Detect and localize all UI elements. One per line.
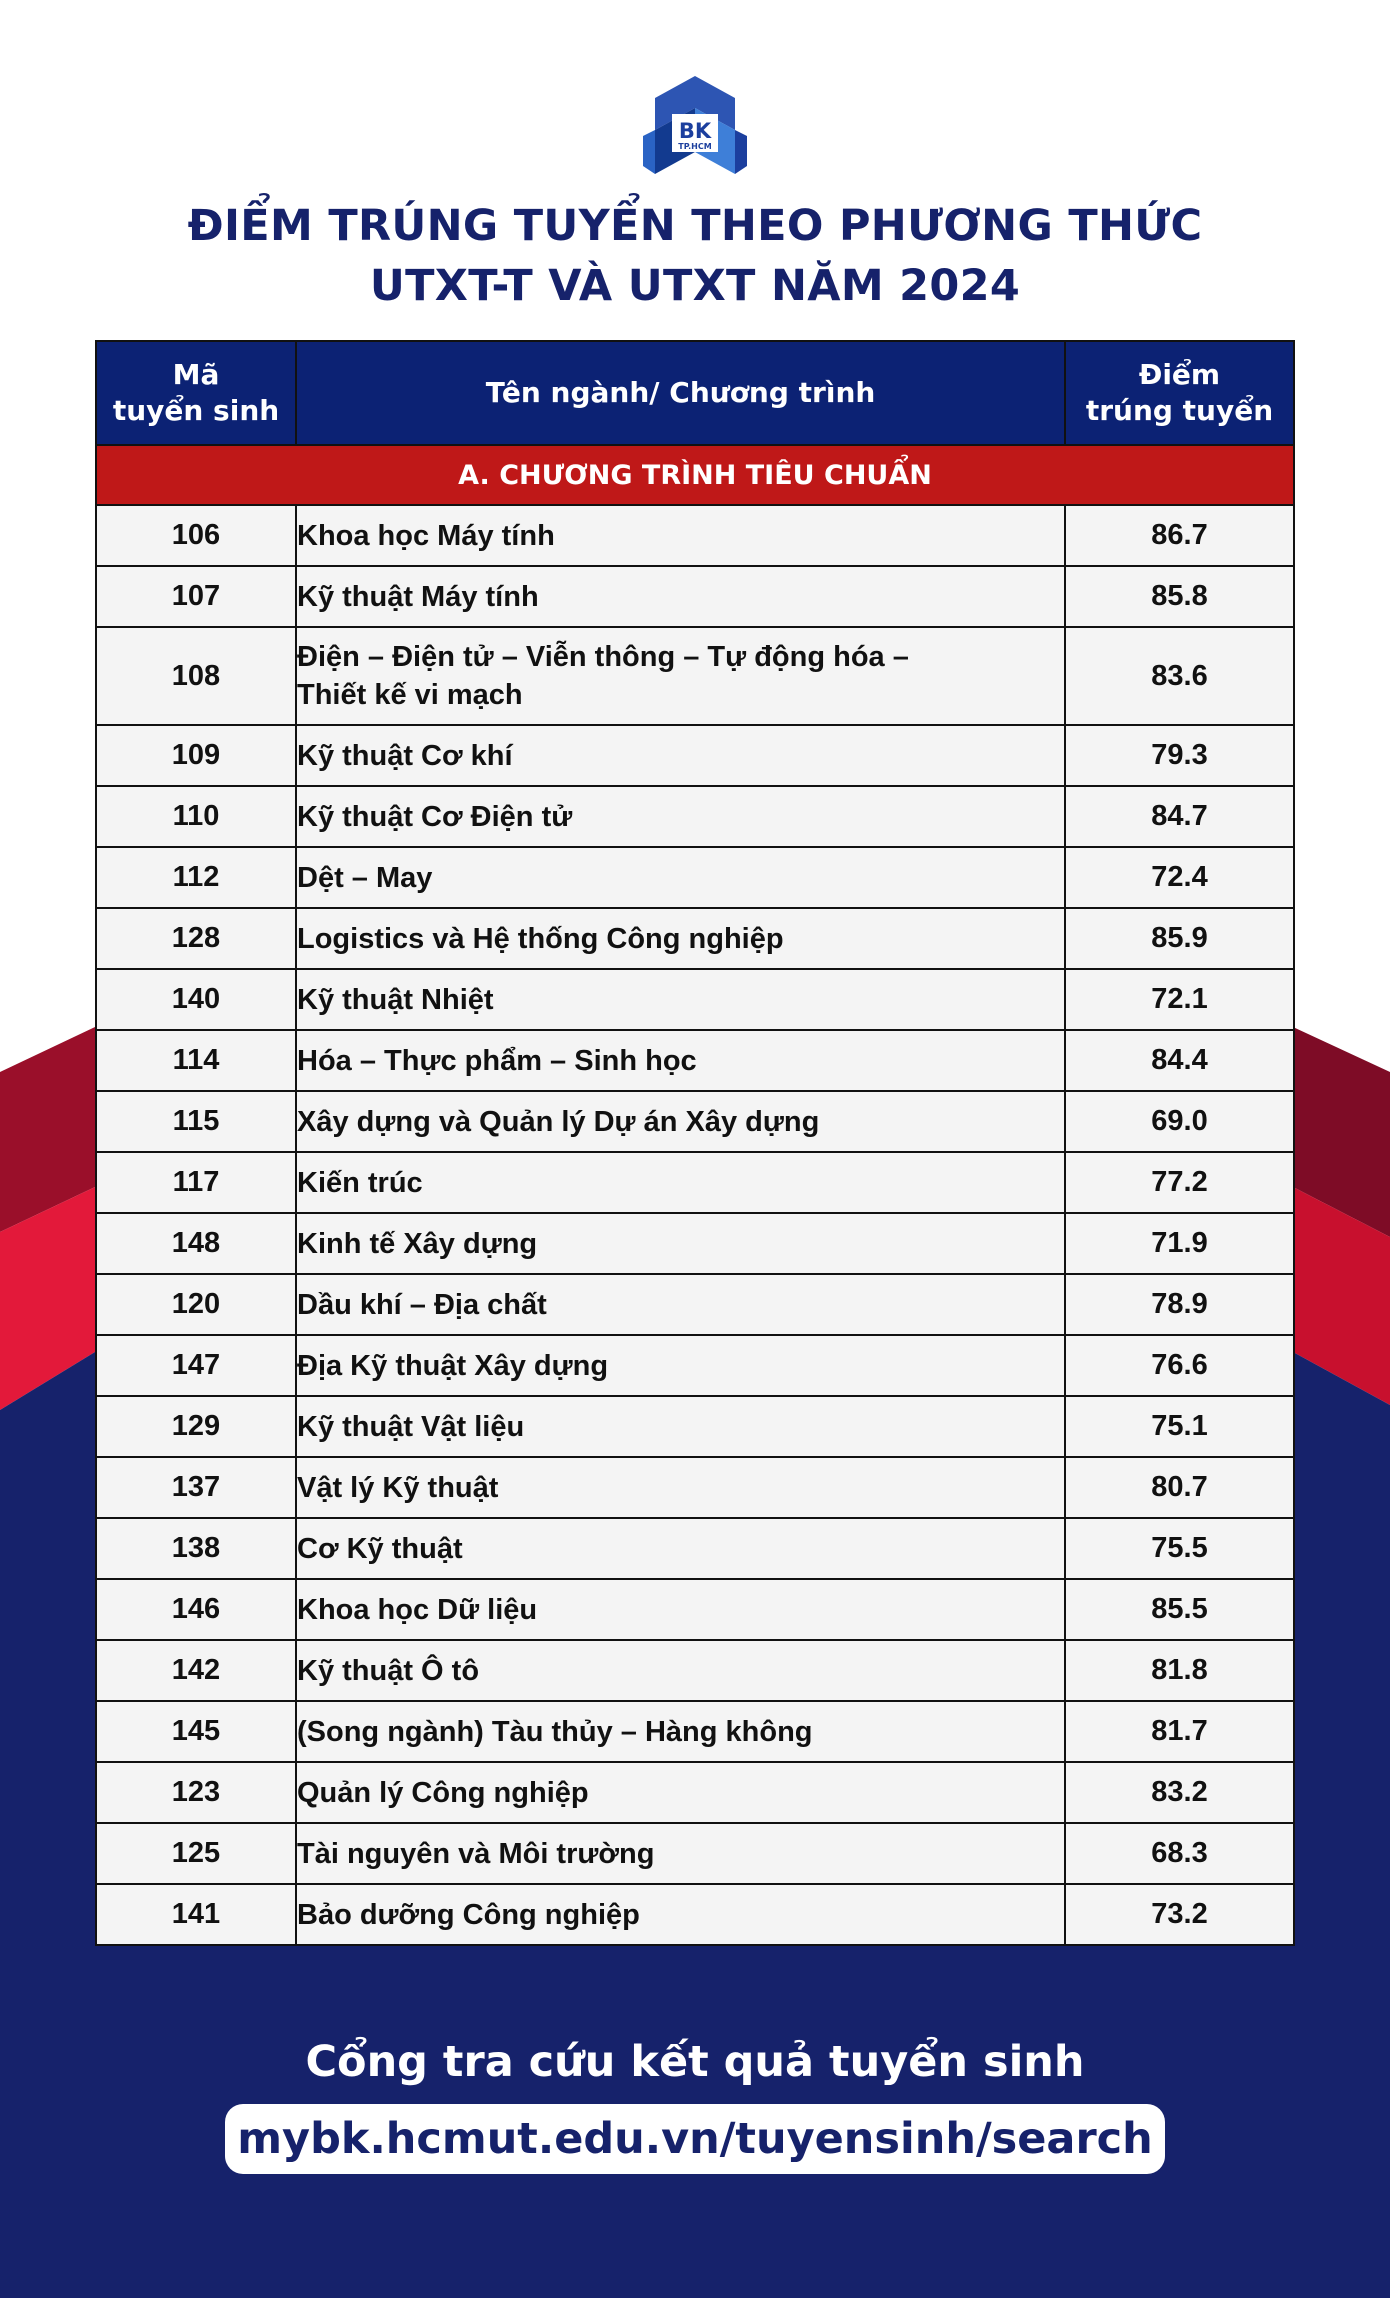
program-code: 107: [96, 566, 296, 627]
program-score: 75.1: [1065, 1396, 1294, 1457]
title-line-1: ĐIỂM TRÚNG TUYỂN THEO PHƯƠNG THỨC: [187, 201, 1203, 251]
header-score-line-1: Điểm: [1138, 358, 1221, 391]
table-row: [96, 847, 1294, 908]
program-name: Kinh tế Xây dựng: [296, 1213, 1065, 1274]
program-code: 140: [96, 969, 296, 1030]
program-name: [296, 627, 1065, 725]
table-row: [96, 786, 1294, 847]
program-name: Địa Kỹ thuật Xây dựng: [296, 1335, 1065, 1396]
program-name: Logistics và Hệ thống Công nghiệp: [296, 908, 1065, 969]
program-score: 72.4: [1065, 847, 1294, 908]
program-code: 138: [96, 1518, 296, 1579]
page-title: [0, 196, 1390, 316]
program-code: 148: [96, 1213, 296, 1274]
program-score: 77.2: [1065, 1152, 1294, 1213]
program-score: 81.8: [1065, 1640, 1294, 1701]
program-score: 84.4: [1065, 1030, 1294, 1091]
table-row: [96, 1335, 1294, 1396]
program-name: (Song ngành) Tàu thủy – Hàng không: [296, 1701, 1065, 1762]
section-title: A. CHƯƠNG TRÌNH TIÊU CHUẨN: [96, 445, 1294, 505]
table-row: [96, 1701, 1294, 1762]
table-row: [96, 1640, 1294, 1701]
program-code: 117: [96, 1152, 296, 1213]
program-name: Dệt – May: [296, 847, 1065, 908]
program-score: 80.7: [1065, 1457, 1294, 1518]
program-score: 73.2: [1065, 1884, 1294, 1945]
program-name: Quản lý Công nghiệp: [296, 1762, 1065, 1823]
program-code: 106: [96, 505, 296, 566]
program-code: 114: [96, 1030, 296, 1091]
header-score: [1065, 341, 1294, 445]
program-name: Kỹ thuật Cơ khí: [296, 725, 1065, 786]
program-code: 147: [96, 1335, 296, 1396]
program-code: 125: [96, 1823, 296, 1884]
table-row: [96, 1396, 1294, 1457]
program-name: Tài nguyên và Môi trường: [296, 1823, 1065, 1884]
program-code: 146: [96, 1579, 296, 1640]
program-score: 79.3: [1065, 725, 1294, 786]
program-score: 84.7: [1065, 786, 1294, 847]
table-row: [96, 1213, 1294, 1274]
table-row: [96, 1518, 1294, 1579]
program-name-line-1: Điện – Điện tử – Viễn thông – Tự động hóa –: [297, 641, 909, 673]
table-row: [96, 969, 1294, 1030]
table-row: [96, 908, 1294, 969]
table-row: [96, 1030, 1294, 1091]
program-score: 72.1: [1065, 969, 1294, 1030]
program-name: Dầu khí – Địa chất: [296, 1274, 1065, 1335]
portal-label: Cổng tra cứu kết quả tuyển sinh: [305, 2037, 1085, 2087]
program-name: Kỹ thuật Nhiệt: [296, 969, 1065, 1030]
program-name: Xây dựng và Quản lý Dự án Xây dựng: [296, 1091, 1065, 1152]
program-score: 69.0: [1065, 1091, 1294, 1152]
program-name: Khoa học Máy tính: [296, 505, 1065, 566]
program-score: 85.5: [1065, 1579, 1294, 1640]
program-name: Khoa học Dữ liệu: [296, 1579, 1065, 1640]
program-name: Kỹ thuật Máy tính: [296, 566, 1065, 627]
program-score: 81.7: [1065, 1701, 1294, 1762]
table-row: [96, 1579, 1294, 1640]
table-row: [96, 725, 1294, 786]
table-row: [96, 1884, 1294, 1945]
table-row: [96, 566, 1294, 627]
portal-link[interactable]: mybk.hcmut.edu.vn/tuyensinh/search: [225, 2104, 1165, 2174]
header-score-line-2: trúng tuyển: [1085, 394, 1274, 427]
header-name: Tên ngành/ Chương trình: [296, 341, 1065, 445]
program-code: 141: [96, 1884, 296, 1945]
table-row: [96, 1152, 1294, 1213]
program-score: 86.7: [1065, 505, 1294, 566]
program-name: Cơ Kỹ thuật: [296, 1518, 1065, 1579]
table-row: [96, 627, 1294, 725]
table-row: [96, 1274, 1294, 1335]
program-code: 128: [96, 908, 296, 969]
program-score: 75.5: [1065, 1518, 1294, 1579]
program-name: Bảo dưỡng Công nghiệp: [296, 1884, 1065, 1945]
table-row: [96, 1823, 1294, 1884]
program-code: 112: [96, 847, 296, 908]
program-code: 123: [96, 1762, 296, 1823]
program-name: Hóa – Thực phẩm – Sinh học: [296, 1030, 1065, 1091]
bk-logo: [640, 74, 750, 184]
program-name: Kiến trúc: [296, 1152, 1065, 1213]
program-code: 142: [96, 1640, 296, 1701]
program-score: 85.9: [1065, 908, 1294, 969]
svg-text:BK: BK: [678, 119, 712, 143]
table-header-row: [96, 341, 1294, 445]
program-code: 108: [96, 627, 296, 725]
table-row: [96, 1762, 1294, 1823]
section-row: [96, 445, 1294, 505]
program-score: 71.9: [1065, 1213, 1294, 1274]
program-name: Vật lý Kỹ thuật: [296, 1457, 1065, 1518]
program-name-line-2: Thiết kế vi mạch: [297, 679, 523, 711]
admission-scores-table: [95, 340, 1295, 1946]
program-score: 78.9: [1065, 1274, 1294, 1335]
header-code-line-2: tuyển sinh: [112, 394, 280, 427]
program-code: 120: [96, 1274, 296, 1335]
program-name: Kỹ thuật Cơ Điện tử: [296, 786, 1065, 847]
table-row: [96, 1457, 1294, 1518]
program-score: 83.2: [1065, 1762, 1294, 1823]
header-code-line-1: Mã: [172, 358, 220, 391]
program-score: 85.8: [1065, 566, 1294, 627]
program-code: 110: [96, 786, 296, 847]
program-name: Kỹ thuật Vật liệu: [296, 1396, 1065, 1457]
program-code: 145: [96, 1701, 296, 1762]
program-code: 109: [96, 725, 296, 786]
program-name: Kỹ thuật Ô tô: [296, 1640, 1065, 1701]
title-line-2: UTXT-T VÀ UTXT NĂM 2024: [369, 261, 1021, 311]
table-row: [96, 505, 1294, 566]
program-code: 115: [96, 1091, 296, 1152]
table-row: [96, 1091, 1294, 1152]
header-code: [96, 341, 296, 445]
program-code: 129: [96, 1396, 296, 1457]
svg-text:TP.HCM: TP.HCM: [678, 142, 712, 151]
program-score: 68.3: [1065, 1823, 1294, 1884]
program-score: 76.6: [1065, 1335, 1294, 1396]
program-code: 137: [96, 1457, 296, 1518]
program-score: 83.6: [1065, 627, 1294, 725]
